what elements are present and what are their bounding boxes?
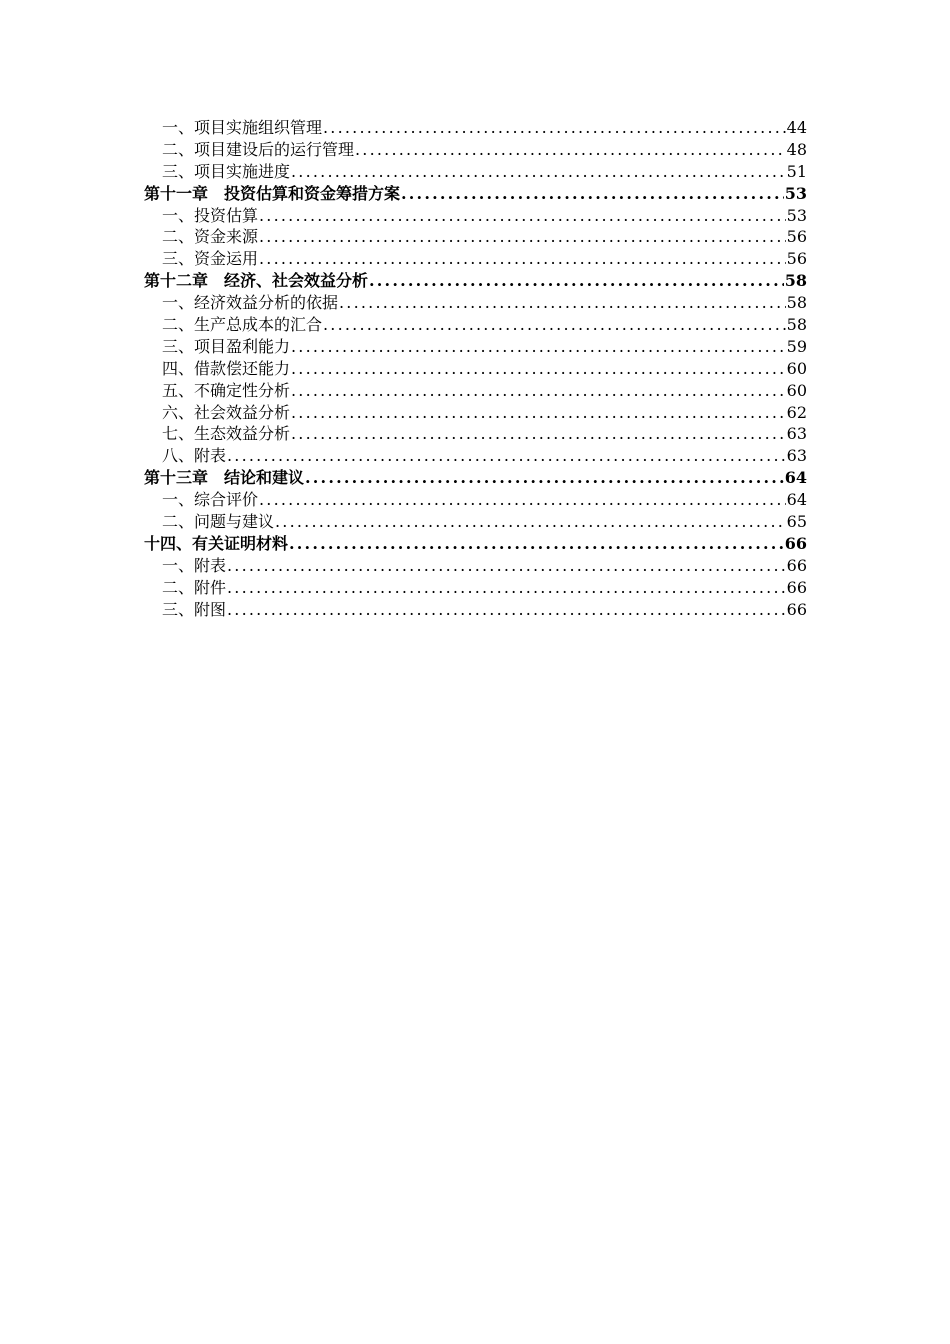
toc-page-number: 53 — [786, 205, 807, 225]
toc-entry-title: 二、附件 — [162, 577, 227, 597]
toc-dot-leader — [401, 183, 784, 205]
toc-entry-title: 第十三章 结论和建议 — [144, 468, 305, 488]
toc-section-entry[interactable] — [144, 314, 807, 336]
toc-section-entry[interactable] — [144, 402, 807, 424]
toc-entry-title: 六、社会效益分析 — [162, 402, 291, 422]
toc-chapter-entry[interactable] — [144, 270, 807, 292]
toc-page-number: 64 — [786, 490, 807, 510]
toc-dot-leader — [291, 423, 786, 445]
toc-dot-leader — [291, 402, 786, 424]
toc-dot-leader — [259, 205, 786, 227]
toc-entry-title: 二、生产总成本的汇合 — [162, 315, 323, 335]
toc-dot-leader — [291, 358, 786, 380]
toc-dot-leader — [227, 445, 786, 467]
toc-entry-title: 一、投资估算 — [162, 205, 259, 225]
toc-entry-title: 二、问题与建议 — [162, 512, 275, 532]
toc-page-number: 63 — [786, 446, 807, 466]
toc-entry-title: 第十一章 投资估算和资金筹措方案 — [144, 183, 401, 203]
toc-dot-leader — [291, 380, 786, 402]
toc-dot-leader — [355, 139, 786, 161]
toc-page-number: 64 — [784, 468, 807, 488]
toc-page-number: 53 — [784, 183, 807, 203]
toc-dot-leader — [227, 555, 786, 577]
toc-page-number: 56 — [786, 227, 807, 247]
toc-page-number: 58 — [786, 315, 807, 335]
toc-section-entry[interactable] — [144, 248, 807, 270]
toc-page-number: 66 — [786, 577, 807, 597]
toc-entry-title: 一、附表 — [162, 555, 227, 575]
toc-section-entry[interactable] — [144, 336, 807, 358]
toc-dot-leader — [227, 577, 786, 599]
toc-section-entry[interactable] — [144, 423, 807, 445]
toc-page-number: 60 — [786, 380, 807, 400]
toc-entry-title: 一、项目实施组织管理 — [162, 118, 323, 137]
toc-page-number: 44 — [786, 118, 807, 137]
toc-section-entry[interactable] — [144, 489, 807, 511]
toc-section-entry[interactable] — [144, 205, 807, 227]
toc-section-entry[interactable] — [144, 577, 807, 599]
toc-section-entry[interactable] — [144, 292, 807, 314]
toc-entry-title: 十四、有关证明材料 — [144, 533, 289, 553]
toc-entry-title: 一、综合评价 — [162, 490, 259, 510]
toc-entry-title: 第十二章 经济、社会效益分析 — [144, 271, 369, 291]
toc-section-entry[interactable] — [144, 139, 807, 161]
toc-section-entry[interactable] — [144, 511, 807, 533]
toc-page-number: 48 — [786, 139, 807, 159]
toc-section-entry[interactable] — [144, 226, 807, 248]
toc-section-entry[interactable] — [144, 380, 807, 402]
toc-dot-leader — [275, 511, 786, 533]
toc-page-number: 63 — [786, 424, 807, 444]
toc-dot-leader — [291, 336, 786, 358]
toc-entry-title: 七、生态效益分析 — [162, 424, 291, 444]
toc-entry-title: 五、不确定性分析 — [162, 380, 291, 400]
toc-chapter-entry[interactable] — [144, 533, 807, 555]
toc-dot-leader — [259, 226, 786, 248]
toc-page-number: 58 — [786, 293, 807, 313]
toc-section-entry[interactable] — [144, 358, 807, 380]
toc-dot-leader — [323, 314, 786, 336]
toc-entry-title: 三、项目盈利能力 — [162, 336, 291, 356]
toc-page-number: 66 — [786, 555, 807, 575]
toc-entry-title: 四、借款偿还能力 — [162, 358, 291, 378]
toc-section-entry[interactable] — [144, 445, 807, 467]
toc-dot-leader — [305, 467, 784, 489]
toc-dot-leader — [291, 161, 786, 183]
toc-chapter-entry[interactable] — [144, 467, 807, 489]
toc-dot-leader — [289, 533, 784, 555]
toc-section-entry[interactable] — [144, 161, 807, 183]
toc-dot-leader — [259, 489, 786, 511]
toc-entry-title: 八、附表 — [162, 446, 227, 466]
toc-entry-title: 一、经济效益分析的依据 — [162, 293, 339, 313]
toc-dot-leader — [227, 599, 786, 621]
toc-section-entry[interactable] — [144, 599, 807, 621]
toc-dot-leader — [369, 270, 784, 292]
toc-chapter-entry[interactable] — [144, 183, 807, 205]
toc-entry-title: 二、项目建设后的运行管理 — [162, 139, 355, 159]
toc-page-number: 51 — [786, 161, 807, 181]
toc-dot-leader — [339, 292, 786, 314]
toc-page-number: 65 — [786, 512, 807, 532]
toc-page-number: 59 — [786, 336, 807, 356]
table-of-contents — [144, 117, 807, 620]
toc-page-number: 66 — [786, 599, 807, 619]
toc-page-number: 66 — [784, 533, 807, 553]
toc-section-entry[interactable] — [144, 555, 807, 577]
toc-page-number: 60 — [786, 358, 807, 378]
toc-entry-title: 三、项目实施进度 — [162, 161, 291, 181]
toc-page-number: 62 — [786, 402, 807, 422]
toc-dot-leader — [323, 117, 786, 139]
toc-page-number: 56 — [786, 249, 807, 269]
toc-entry-title: 三、资金运用 — [162, 249, 259, 269]
toc-entry-title: 二、资金来源 — [162, 227, 259, 247]
toc-section-entry[interactable] — [144, 117, 807, 139]
toc-dot-leader — [259, 248, 786, 270]
toc-page-number: 58 — [784, 271, 807, 291]
toc-entry-title: 三、附图 — [162, 599, 227, 619]
